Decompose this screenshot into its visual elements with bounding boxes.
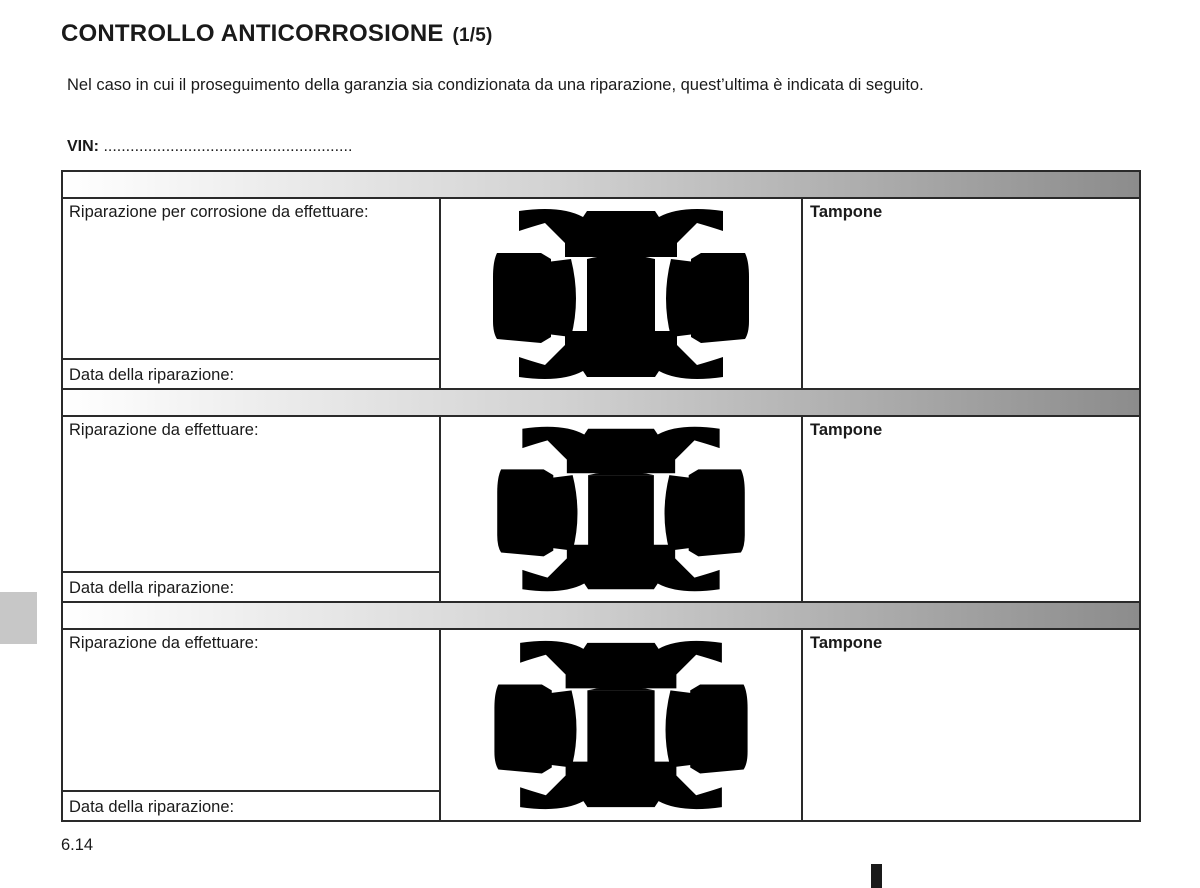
repair-to-do-field[interactable]: Riparazione per corrosione da effettuare:: [69, 203, 369, 221]
page-title-text: CONTROLLO ANTICORROSIONE: [61, 20, 444, 47]
crop-mark: [871, 864, 882, 888]
corrosion-repair-table: [61, 170, 1141, 822]
car-body-diagram-icon[interactable]: [491, 421, 751, 597]
section-header-band: [63, 390, 1139, 417]
repair-details-column: [63, 417, 441, 601]
repair-to-do-field[interactable]: Riparazione da effettuare:: [69, 421, 259, 439]
intro-text: Nel caso in cui il proseguimento della garanzia sia condizionata da una riparazione, quest’ultima è indicata di seguito.: [67, 76, 924, 94]
stamp-field[interactable]: [803, 630, 1139, 820]
stamp-field[interactable]: [803, 417, 1139, 601]
vin-field[interactable]: ........................................................: [103, 138, 353, 155]
car-diagram-cell: [441, 417, 803, 601]
repair-details-column: [63, 199, 441, 388]
page-title: [61, 20, 493, 48]
car-body-diagram-icon[interactable]: [491, 203, 751, 385]
repair-date-field[interactable]: Data della riparazione:: [63, 358, 439, 388]
repair-date-field[interactable]: Data della riparazione:: [63, 790, 439, 820]
car-diagram-cell: [441, 630, 803, 820]
repair-to-do-field[interactable]: Riparazione da effettuare:: [69, 634, 259, 652]
vin-label: VIN:: [67, 138, 99, 155]
car-diagram-cell: [441, 199, 803, 388]
chapter-side-tab: [0, 592, 37, 644]
repair-block: [63, 199, 1139, 390]
stamp-field[interactable]: [803, 199, 1139, 388]
repair-block: [63, 417, 1139, 603]
page-number: 6.14: [61, 836, 94, 854]
repair-block: [63, 630, 1139, 820]
repair-date-field[interactable]: Data della riparazione:: [63, 571, 439, 601]
repair-details-column: [63, 630, 441, 820]
page-title-part: (1/5): [452, 25, 493, 46]
section-header-band: [63, 603, 1139, 630]
stamp-label: Tampone: [810, 421, 883, 439]
stamp-label: Tampone: [810, 203, 883, 221]
vin-line: [67, 138, 352, 156]
car-body-diagram-icon[interactable]: [491, 635, 751, 815]
section-header-band: [63, 172, 1139, 199]
stamp-label: Tampone: [810, 634, 883, 652]
